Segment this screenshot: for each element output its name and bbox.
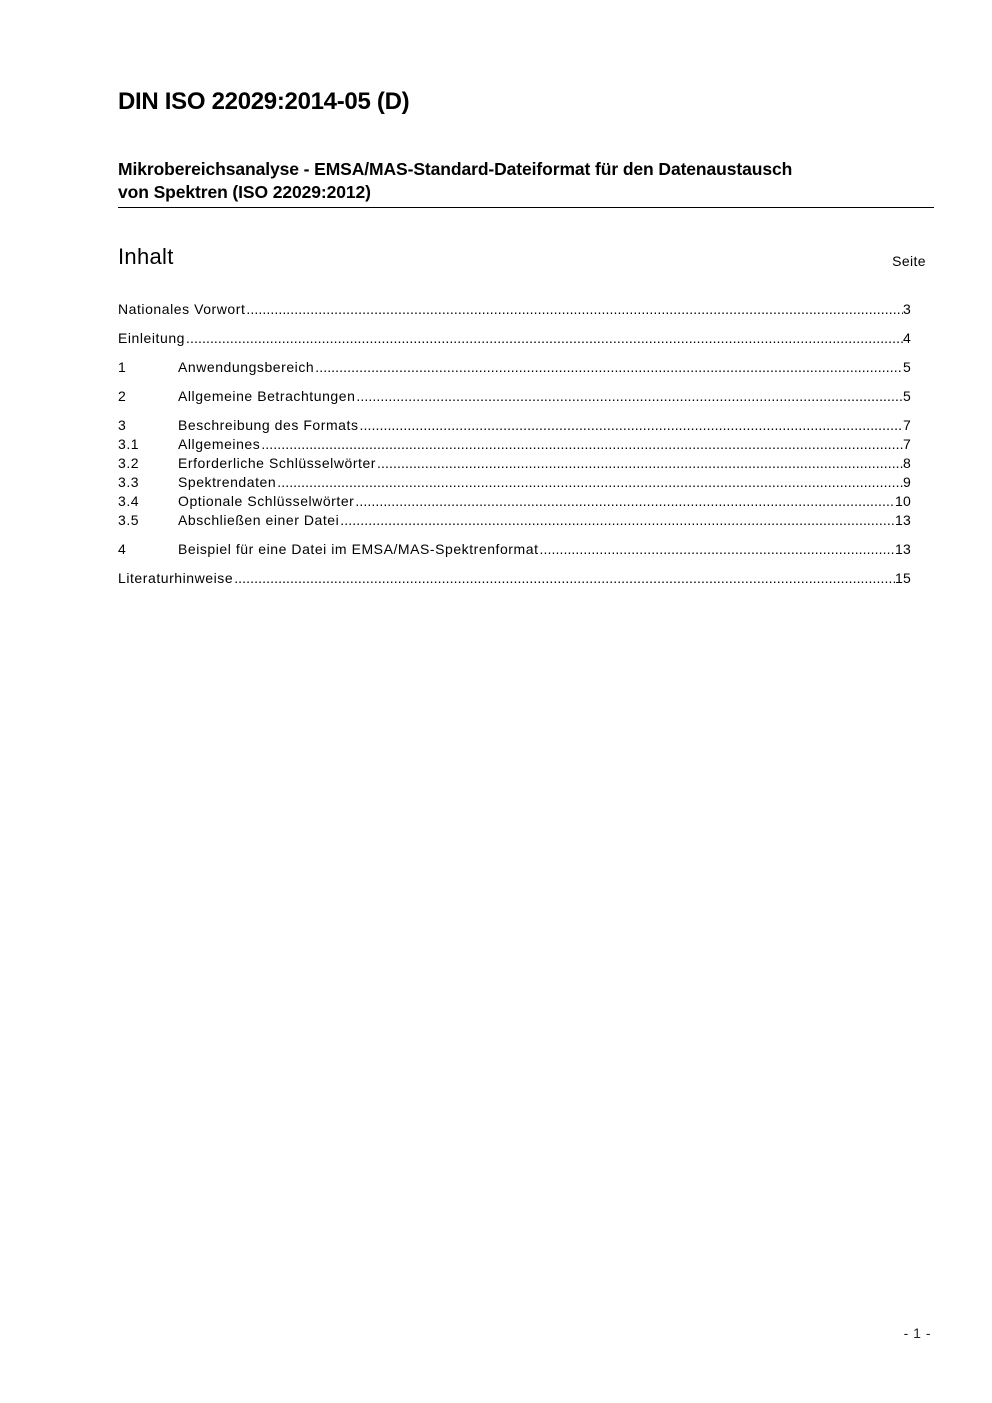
toc-entry[interactable] bbox=[118, 300, 911, 319]
toc-entry[interactable] bbox=[118, 473, 911, 492]
toc-entry-number: 3.1 bbox=[118, 436, 140, 452]
toc-leader-dots bbox=[276, 473, 903, 492]
toc-leader-dots bbox=[233, 569, 895, 588]
toc-entry-page: 7 bbox=[903, 417, 911, 433]
toc-entry[interactable] bbox=[118, 435, 911, 454]
toc-leader-dots bbox=[339, 511, 895, 530]
document-id: DIN ISO 22029:2014-05 (D) bbox=[118, 88, 410, 115]
toc-entry-text: Anwendungsbereich bbox=[178, 359, 315, 375]
toc-page-label: Seite bbox=[892, 253, 926, 269]
toc-leader-dots bbox=[539, 540, 896, 559]
table-of-contents bbox=[118, 300, 911, 588]
toc-entry-number: 3.4 bbox=[118, 493, 140, 509]
toc-entry-text: Optionale Schlüsselwörter bbox=[178, 493, 355, 509]
toc-entry[interactable] bbox=[118, 454, 911, 473]
toc-entry-text: Einleitung bbox=[118, 330, 185, 346]
toc-entry-page: 8 bbox=[903, 455, 911, 471]
page-number: - 1 - bbox=[903, 1325, 931, 1341]
toc-entry-page: 5 bbox=[903, 359, 911, 375]
toc-leader-dots bbox=[359, 416, 903, 435]
toc-entry-page: 9 bbox=[903, 474, 911, 490]
toc-entry-text: Allgemeines bbox=[178, 436, 261, 452]
document-title bbox=[118, 158, 934, 208]
toc-entry-page: 7 bbox=[903, 436, 911, 452]
toc-entry-text: Nationales Vorwort bbox=[118, 301, 246, 317]
toc-entry-text: Spektrendaten bbox=[178, 474, 277, 490]
toc-entry-text: Literaturhinweise bbox=[118, 570, 234, 586]
toc-entry-number: 4 bbox=[118, 541, 127, 557]
toc-leader-dots bbox=[260, 435, 903, 454]
toc-entry-number: 3.2 bbox=[118, 455, 140, 471]
toc-entry-number: 1 bbox=[118, 359, 127, 375]
toc-entry-number: 3 bbox=[118, 417, 127, 433]
toc-entry[interactable] bbox=[118, 511, 911, 530]
toc-entry-text: Beschreibung des Formats bbox=[178, 417, 359, 433]
toc-leader-dots bbox=[355, 387, 903, 406]
toc-header bbox=[118, 244, 926, 274]
toc-leader-dots bbox=[376, 454, 903, 473]
toc-entry-text: Abschließen einer Datei bbox=[178, 512, 340, 528]
toc-entry-number: 2 bbox=[118, 388, 127, 404]
document-title-line: von Spektren (ISO 22029:2012) bbox=[118, 182, 371, 202]
toc-entry[interactable] bbox=[118, 569, 911, 588]
toc-entry-number: 3.3 bbox=[118, 474, 140, 490]
toc-entry[interactable] bbox=[118, 492, 911, 511]
toc-entry[interactable] bbox=[118, 416, 911, 435]
toc-entry-page: 5 bbox=[903, 388, 911, 404]
toc-entry[interactable] bbox=[118, 540, 911, 559]
toc-entry[interactable] bbox=[118, 358, 911, 377]
toc-entry-text: Erforderliche Schlüsselwörter bbox=[178, 455, 377, 471]
toc-entry-number: 3.5 bbox=[118, 512, 140, 528]
toc-leader-dots bbox=[314, 358, 903, 377]
toc-entry-text: Beispiel für eine Datei im EMSA/MAS-Spektrenformat bbox=[178, 541, 539, 557]
toc-leader-dots bbox=[245, 300, 903, 319]
toc-leader-dots bbox=[354, 492, 895, 511]
toc-heading: Inhalt bbox=[118, 244, 174, 269]
toc-entry-text: Allgemeine Betrachtungen bbox=[178, 388, 356, 404]
document-title-line: Mikrobereichsanalyse - EMSA/MAS-Standard-Dateiformat für den Datenaustausch bbox=[118, 159, 793, 179]
toc-entry-page: 13 bbox=[895, 512, 911, 528]
toc-entry-page: 10 bbox=[895, 493, 911, 509]
toc-entry-page: 15 bbox=[895, 570, 911, 586]
toc-entry-page: 13 bbox=[895, 541, 911, 557]
toc-entry[interactable] bbox=[118, 329, 911, 348]
toc-entry-page: 3 bbox=[903, 301, 911, 317]
toc-leader-dots bbox=[185, 329, 903, 348]
toc-entry-page: 4 bbox=[903, 330, 911, 346]
toc-entry[interactable] bbox=[118, 387, 911, 406]
